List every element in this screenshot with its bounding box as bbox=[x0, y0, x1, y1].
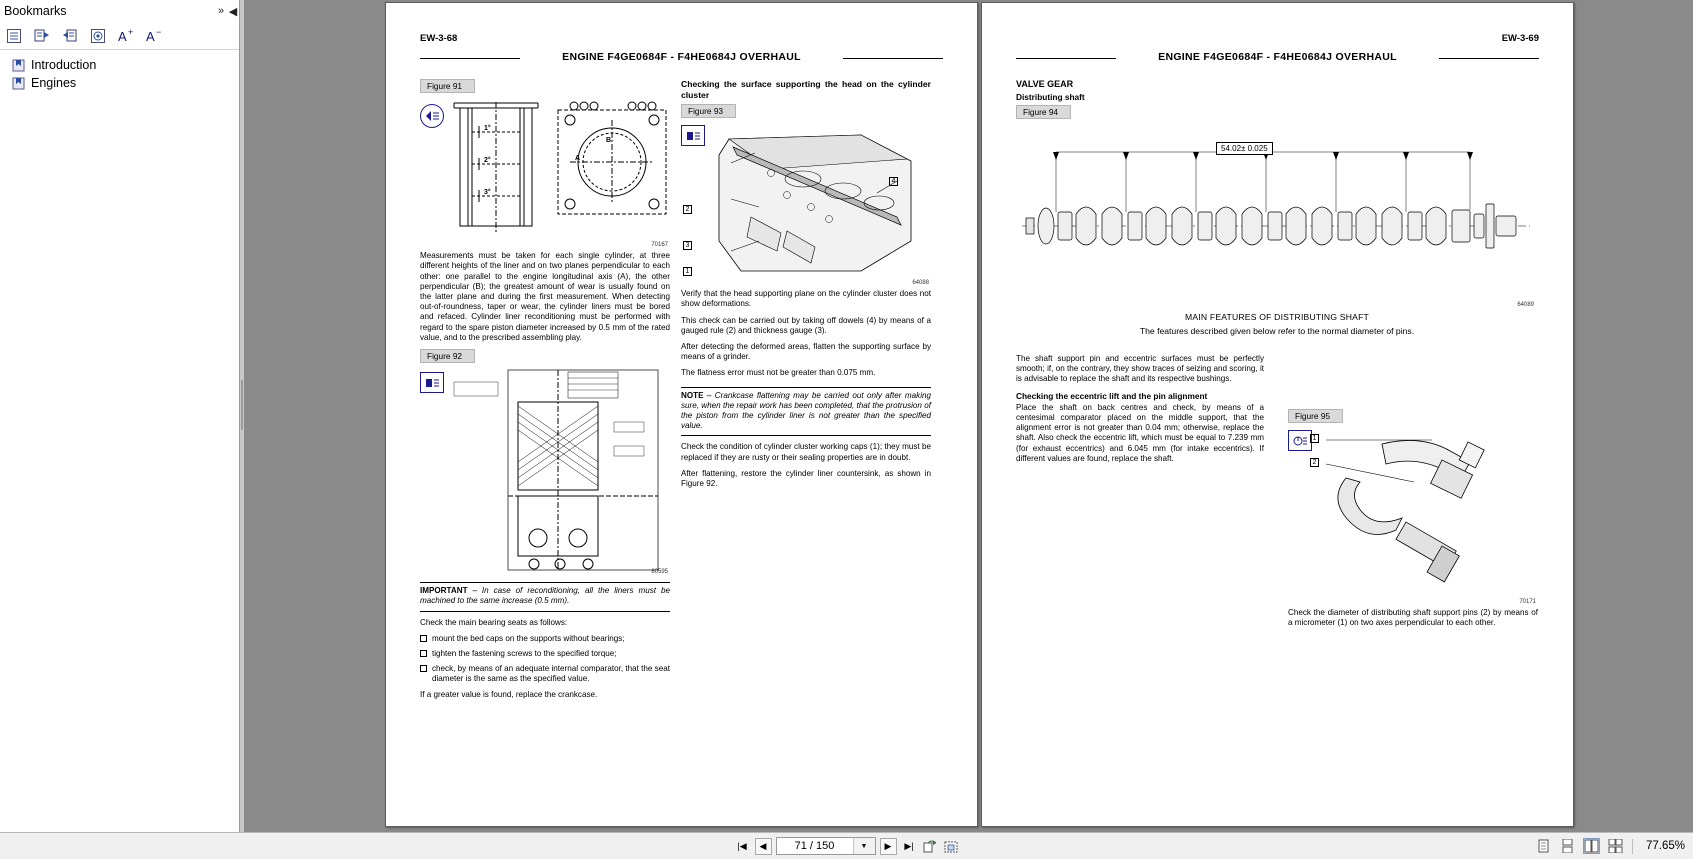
sidebar-item-introduction[interactable] bbox=[6, 56, 239, 74]
collapse-sidebar-button[interactable]: » bbox=[217, 5, 225, 17]
close-sidebar-button[interactable]: ◀ bbox=[228, 5, 238, 18]
list-item bbox=[420, 634, 670, 644]
left-body-paragraph-1: Measurements must be taken for each single cylinder, at three different heights of the liner and on two planes perpendicular to each other: one parallel to the engine longitudinal axis (A), the other perpendicular (B); the greatest amount of wear is usually found on the latter plane and during the first measurement. When detecting out-of-roundness, taper or wear, the cylinder liners must be bored and refaced. Cylinder liner reconditioning must be performed with regard to the spare piston diameter increased by 0.5 mm of the rated value, and to the prescribed assembling play. bbox=[420, 251, 670, 342]
figure-94-tag: Figure 94 bbox=[1016, 105, 1071, 119]
figure-93-mark-3: 3 bbox=[683, 241, 692, 250]
page-header-right bbox=[1016, 51, 1539, 63]
highlight-bookmark-icon[interactable] bbox=[89, 27, 107, 45]
list-item-label: check, by means of an adequate internal comparator, that the seat diameter is the same as the specified value. bbox=[432, 664, 670, 684]
list-item-label: tighten the fastening screws to the specified torque; bbox=[432, 649, 617, 659]
c2-paragraph-4: The flatness error must not be greater than 0.075 mm. bbox=[681, 368, 876, 378]
page-number-field[interactable] bbox=[776, 837, 876, 855]
page-header-left bbox=[420, 51, 943, 63]
list-item bbox=[420, 664, 670, 684]
right-column-1 bbox=[1016, 354, 1264, 470]
figure-94-code: 64089 bbox=[1517, 302, 1534, 308]
sidebar-item-engines[interactable] bbox=[6, 74, 239, 92]
figure-95-view-button[interactable] bbox=[1288, 430, 1312, 451]
figure-92-image bbox=[420, 366, 670, 578]
left-body-paragraph-2: Check the main bearing seats as follows: bbox=[420, 617, 568, 627]
bookmarks-toolbar bbox=[0, 22, 239, 50]
bookmark-icon bbox=[12, 59, 25, 72]
toolbar-divider bbox=[1632, 839, 1633, 854]
figure-94-image bbox=[1016, 122, 1538, 310]
right-subheading: Checking the eccentric lift and the pin alignment bbox=[1016, 390, 1208, 401]
figure-92-view-button[interactable] bbox=[420, 372, 444, 393]
checkbox-icon bbox=[420, 650, 427, 657]
figure-91-view-button[interactable] bbox=[420, 104, 444, 128]
single-page-view-icon[interactable] bbox=[1536, 839, 1551, 853]
figure-95-image bbox=[1288, 426, 1538, 608]
two-page-continuous-view-icon[interactable] bbox=[1608, 839, 1623, 853]
figure-93-image bbox=[681, 121, 931, 289]
sub-title: Distributing shaft bbox=[1016, 92, 1085, 102]
figure-95-mark-2: 2 bbox=[1310, 458, 1319, 467]
checkbox-icon bbox=[420, 635, 427, 642]
bookmarks-tree bbox=[0, 50, 239, 92]
figure-91-code: 70167 bbox=[651, 242, 668, 248]
document-page-right bbox=[981, 2, 1574, 827]
collapse-bookmarks-icon[interactable] bbox=[61, 27, 79, 45]
page-number-right: EW-3-69 bbox=[1501, 33, 1539, 44]
svg-text:A: A bbox=[118, 28, 127, 44]
c2-paragraph-3: After detecting the deformed areas, flatten the supporting surface by means of a grinder. bbox=[681, 342, 931, 362]
note-box bbox=[681, 387, 931, 437]
section-title: VALVE GEAR bbox=[1016, 79, 1074, 89]
list-item bbox=[420, 649, 670, 659]
c2-paragraph-2: This check can be carried out by taking off dowels (4) by means of a gauged rule (2) and thickness gauge (3). bbox=[681, 315, 931, 335]
last-page-button[interactable]: ▶| bbox=[904, 840, 914, 851]
right-page-content bbox=[1016, 79, 1538, 628]
c2-paragraph-5: Check the condition of cylinder cluster working caps (1); they must be replaced if they are rusty or their sealing properties are in doubt. bbox=[681, 442, 931, 462]
expand-bookmarks-icon[interactable] bbox=[33, 27, 51, 45]
right-paragraph-2: Place the shaft on back centres and check, by means of a centesimal comparator placed on the middle support, that the alignment error is not greater than 0.04 mm; otherwise, replace the shaft. Also check the eccentric lift, which must be equal to 7.239 mm (for exhaust eccentrics) and 6.045 mm (for intake eccentrics). If different values are found, replace the shaft. bbox=[1016, 402, 1264, 463]
checkbox-icon bbox=[420, 665, 427, 672]
c2-paragraph-1: Verify that the head supporting plane on the cylinder cluster does not show deformations. bbox=[681, 289, 931, 309]
snapshot-tool-icon[interactable] bbox=[943, 838, 960, 855]
figure-93-mark-1: 1 bbox=[683, 267, 692, 276]
svg-text:A: A bbox=[146, 28, 155, 44]
sidebar-header bbox=[0, 0, 239, 22]
page-number-left: EW-3-68 bbox=[420, 33, 458, 44]
figure-95-tag: Figure 95 bbox=[1288, 409, 1343, 423]
document-viewport[interactable] bbox=[244, 0, 1693, 832]
right-paragraph-3: Check the diameter of distributing shaft support pins (2) by means of a micrometer (1) on two axes perpendicular to each other. bbox=[1288, 608, 1538, 628]
sidebar-title: Bookmarks bbox=[4, 4, 67, 18]
figure-91-mark-1: 1° bbox=[484, 125, 491, 133]
svg-text:+: + bbox=[128, 26, 134, 37]
note-text: – Crankcase flattening may be carried out only after making sure, when the repair work has been completed, that the protrusion of the piston from the cylinder liner is not greater than the specified value. bbox=[681, 390, 931, 431]
figure-91-mark-a: A bbox=[575, 155, 581, 163]
previous-page-button[interactable]: ◀ bbox=[755, 838, 772, 855]
zoom-level-label[interactable]: 77.65% bbox=[1645, 840, 1685, 852]
page-header-text: ENGINE F4GE0684F - F4HE0684J OVERHAUL bbox=[1158, 51, 1397, 63]
figure-93-view-button[interactable] bbox=[681, 125, 705, 146]
list-item-label: mount the bed caps on the supports without bearings; bbox=[432, 633, 625, 643]
figure-94-caption-title: MAIN FEATURES OF DISTRIBUTING SHAFT bbox=[1185, 312, 1369, 322]
bookmarks-sidebar bbox=[0, 0, 240, 832]
figure-91-mark-b: B bbox=[606, 137, 612, 145]
c2-paragraph-6: After flattening, restore the cylinder liner countersink, as shown in Figure 92. bbox=[681, 468, 931, 489]
figure-94-dimension: 54.02± 0.025 bbox=[1216, 142, 1273, 155]
page-header-text: ENGINE F4GE0684F - F4HE0684J OVERHAUL bbox=[562, 51, 801, 63]
left-body-paragraph-3: If a greater value is found, replace the crankcase. bbox=[420, 689, 598, 699]
figure-91-image bbox=[420, 96, 670, 251]
continuous-view-icon[interactable] bbox=[1560, 839, 1575, 853]
right-paragraph-1: The shaft support pin and eccentric surfaces must be perfectly smooth; if, on the contrary, they show traces of seizing and scoring, it is advisable to replace the shaft and its respective bushings. bbox=[1016, 354, 1264, 384]
page-navigation bbox=[734, 837, 960, 855]
document-page-left bbox=[385, 2, 978, 827]
important-note-box bbox=[420, 582, 670, 611]
figure-93-mark-4: 4 bbox=[889, 177, 898, 186]
bookmark-icon bbox=[12, 77, 25, 90]
checklist bbox=[420, 634, 670, 685]
two-page-view-icon[interactable] bbox=[1584, 839, 1599, 853]
figure-93-code: 64088 bbox=[912, 280, 929, 286]
figure-95-code: 70171 bbox=[1519, 599, 1536, 605]
sidebar-item-label: Engines bbox=[31, 76, 77, 90]
note-label: NOTE bbox=[681, 390, 704, 400]
chevron-down-icon[interactable]: ▼ bbox=[853, 838, 875, 854]
view-controls bbox=[1536, 839, 1685, 854]
bookmark-list-icon[interactable] bbox=[5, 27, 23, 45]
figure-93-tag: Figure 93 bbox=[681, 104, 736, 118]
left-column bbox=[420, 79, 670, 706]
important-label: IMPORTANT bbox=[420, 586, 468, 596]
first-page-button[interactable]: |◀ bbox=[737, 840, 747, 851]
figure-94-caption-sub: The features described given below refer to the normal diameter of pins. bbox=[1139, 326, 1415, 336]
figure-91-mark-2: 2° bbox=[484, 157, 491, 165]
decrease-font-size-icon[interactable] bbox=[145, 27, 163, 45]
figure-92-tag: Figure 92 bbox=[420, 349, 475, 363]
sidebar-item-label: Introduction bbox=[31, 58, 97, 72]
left-page-column-2 bbox=[681, 79, 931, 495]
increase-font-size-icon[interactable] bbox=[117, 27, 135, 45]
figure-95-mark-1: 1 bbox=[1310, 434, 1319, 443]
right-column-2 bbox=[1288, 409, 1538, 635]
figure-91-tag: Figure 91 bbox=[420, 79, 475, 93]
important-text: – In case of reconditioning, all the liners must be machined to the same increase (0.5 mm). bbox=[420, 586, 670, 606]
status-bar bbox=[0, 832, 1693, 859]
figure-93-mark-2: 2 bbox=[683, 205, 692, 214]
page-number-input[interactable] bbox=[777, 838, 853, 854]
column2-title: Checking the surface supporting the head on the cylinder cluster bbox=[681, 79, 931, 100]
figure-92-code: 80595 bbox=[651, 569, 668, 576]
figure-91-mark-3: 3° bbox=[484, 189, 491, 197]
next-page-button[interactable]: ▶ bbox=[880, 838, 897, 855]
svg-text:−: − bbox=[156, 26, 162, 37]
rotate-view-icon[interactable] bbox=[922, 838, 939, 855]
